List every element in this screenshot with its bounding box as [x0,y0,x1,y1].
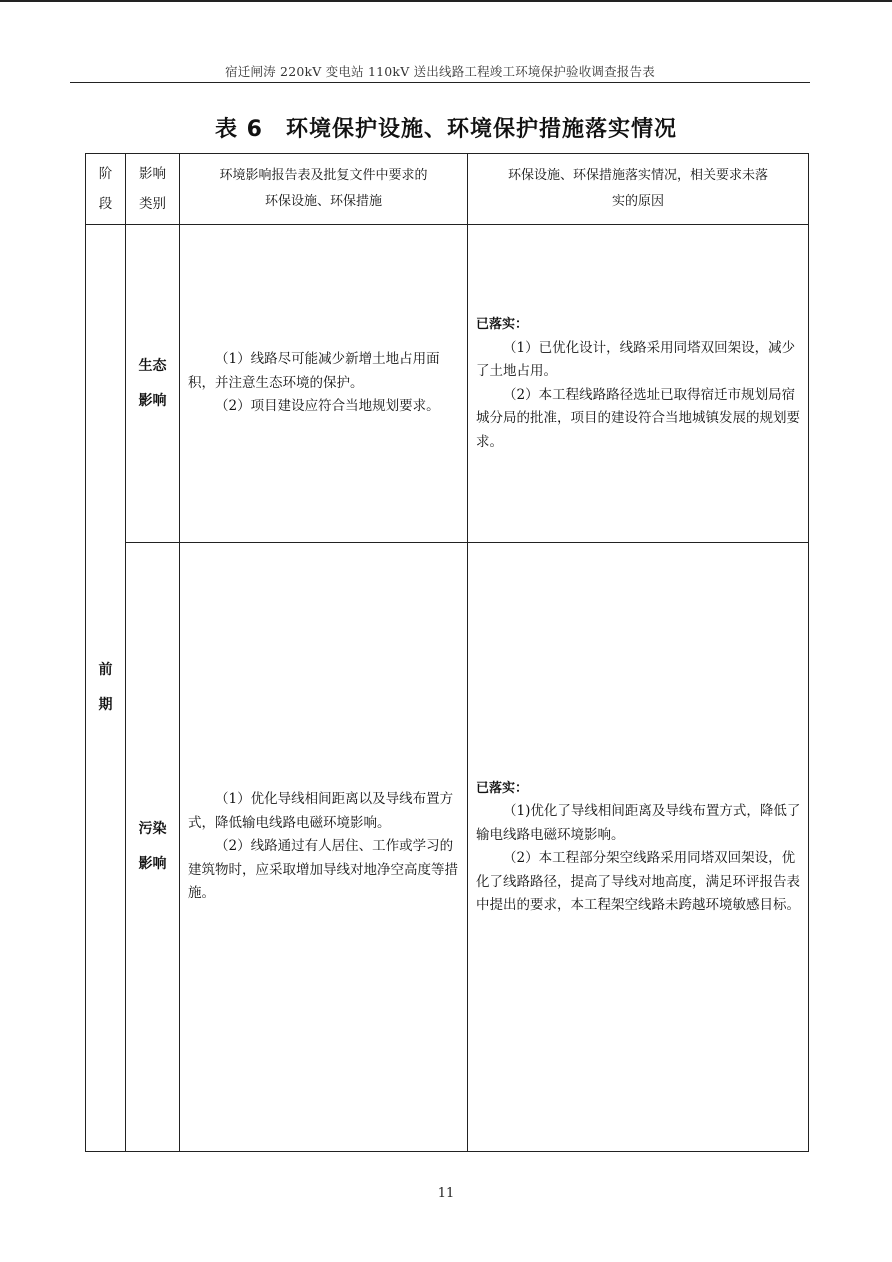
impact-type-pollution-line-1: 污染 [138,821,167,837]
header-impact-type-line-1: 影响 [139,166,166,182]
table-row-pollution [86,543,809,1152]
measures-table [85,153,809,1152]
header-stage [86,154,126,225]
requirement-item: （2）项目建设应符合当地规划要求。 [215,398,440,415]
requirements-pollution [180,543,468,1152]
implementation-item: （2）本工程线路路径选址已取得宿迁市规划局宿城分局的批准，项目的建设符合当地城镇发展的规划要求。 [476,386,800,450]
table-title: 表 6 环境保护设施、环境保护措施落实情况 [215,117,677,142]
header-stage-line-1: 阶 [98,166,113,182]
impact-type-ecological-line-1: 生态 [138,357,167,374]
table-header-row [86,154,809,225]
header-implementation-line-2: 实的原因 [611,194,664,209]
header-stage-line-2: 段 [98,196,113,212]
header-impact-type-line-2: 类别 [139,196,166,212]
implementation-item: （1）已优化设计，线路采用同塔双回架设，减少了土地占用。 [476,339,796,379]
header-requirements [180,154,468,225]
top-border-line [0,0,892,2]
implementation-item: （1)优化了导线相间距离及导线布置方式，降低了输电线路电磁环境影响。 [476,803,801,843]
status-label: 已落实： [476,317,529,332]
page-number: 11 [437,1186,455,1201]
table-row-ecological [86,225,809,543]
requirement-item: （1）优化导线相间距离以及导线布置方式，降低输电线路电磁环境影响。 [188,791,454,831]
impact-type-ecological [126,225,180,543]
requirements-ecological [180,225,468,543]
implementation-item: （2）本工程部分架空线路采用同塔双回架设，优化了线路路径，提高了导线对地高度，满足环评报告表中提出的要求，本工程架空线路未跨越环境敏感目标。 [476,850,800,913]
stage-cell [86,225,126,1152]
impact-type-pollution [126,543,180,1152]
requirement-item: （1）线路尽可能减少新增土地占用面积，并注意生态环境的保护。 [188,351,440,391]
header-implementation-line-1: 环保设施、环保措施落实情况，相关要求未落 [507,168,768,183]
header-impact-type [126,154,180,225]
header-implementation [468,154,809,225]
header-rule [70,82,810,83]
impact-type-ecological-line-2: 影响 [138,392,167,409]
stage-line-2: 期 [98,697,113,713]
implementation-pollution [468,543,809,1152]
impact-type-pollution-line-2: 影响 [138,856,167,872]
stage-line-1: 前 [98,662,113,678]
requirement-item: （2）线路通过有人居住、工作或学习的建筑物时，应采取增加导线对地净空高度等措施。 [188,838,458,902]
status-label: 已落实： [476,780,529,796]
implementation-ecological [468,225,809,543]
header-requirements-line-2: 环保设施、环保措施 [264,194,382,209]
running-header: 宿迁闸涛 220kV 变电站 110kV 送出线路工程竣工环境保护验收调查报告表 [225,64,655,79]
header-requirements-line-1: 环境影响报告表及批复文件中要求的 [219,168,428,183]
